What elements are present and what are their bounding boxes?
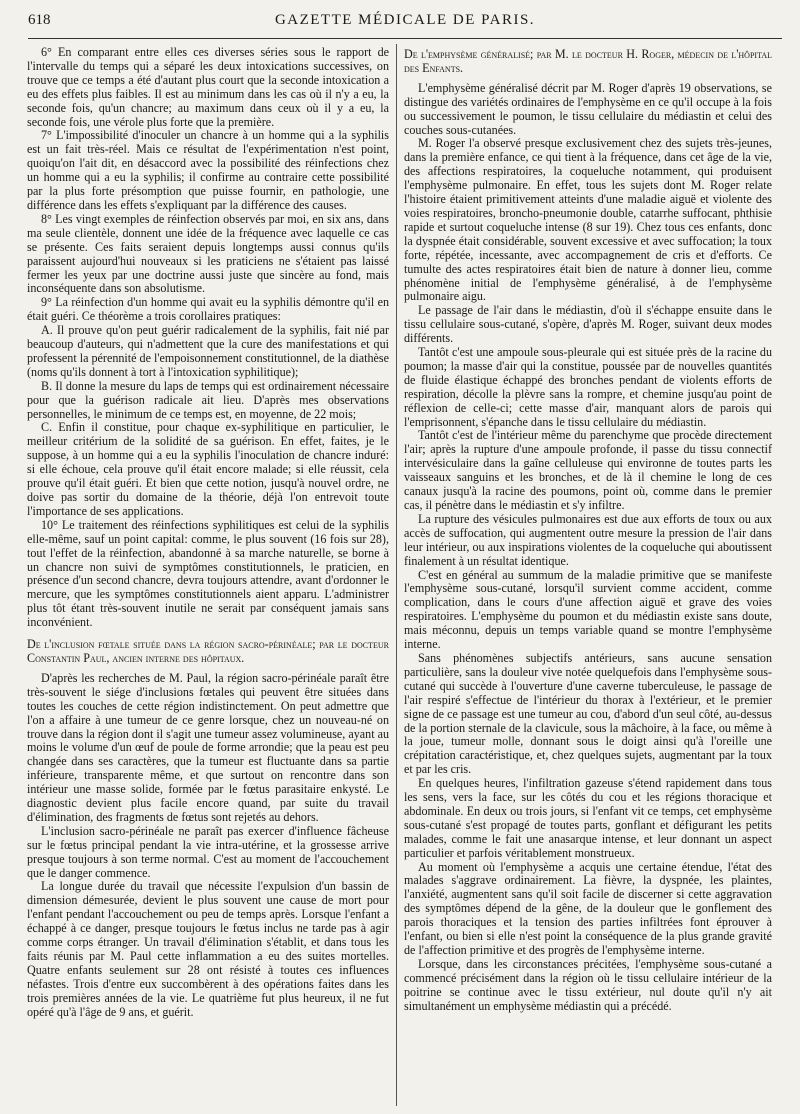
paragraph: D'après les recherches de M. Paul, la région sacro-périnéale paraît être très-souvent le siége d'inclusions fœtales qui peuvent être situées dans toutes les couches de cette région indistinctement. On peut admettre que l'on a affaire à une tumeur de ce genre lorsque, chez un nouveau-né on trouve dans la région dont il s'agit une tumeur assez volumineuse, ayant au moins le volume d'un œuf de poule de forme arrondie; que la peau est peu changée dans ses caractères, que la tumeur est fluctuante dans sa partie inférieure, transparente même, et que surtout on rencontre dans son intérieur une masse solide, formée par le fœtus parasitaire enkysté. Le diagnostic devient plus facile encore quand, par suite du travail d'élimination, des fragments de fœtus sont rejetés au dehors. xyxy=(27,670,389,824)
paragraph: C. Enfin il constitue, pour chaque ex-syphilitique en particulier, le meilleur critérium de la solidité de sa guérison. En effet, faites, je le suppose, à un homme qui a eu la syphilis l'inoculation de chancre induré: si elle échoue, cela prouve qu'il était encore malade; si elle réussit, cela prouve qu'il était guéri. Et bien que cette notion, jusqu'à nouvel ordre, ne doive pas sortir du domaine de la théorie, déjà l'on entrevoit toute l'importance de ses applications. xyxy=(27,420,389,518)
paragraph: 6° En comparant entre elles ces diverses séries sous le rapport de l'intervalle du temps qui a séparé les deux intoxications successives, on trouve que ce temps a été d'autant plus court que la seconde intoxication a eu des effets plus faibles. Il est au minimum dans les cas où il n'y a eu, la seconde fois, qu'un chancre; au maximum dans ceux où il y a eu, la seconde fois, une vérole plus forte que la première. xyxy=(27,45,389,129)
paragraph: M. Roger l'a observé presque exclusivement chez des sujets très-jeunes, dans la première enfance, ce qui tient à la fréquence, dans cet âge de la vie, des affections respiratoires, la coqueluche notamment, qui produisent l'emphysème pulmonaire. En effet, tous les sujets dont M. Roger relate l'histoire étaient primitivement atteints d'une maladie aiguë et violente des voies respiratoires, broncho-pneumonie double, catarrhe suffocant, phthisie rapide et surtout coqueluche intense (8 sur 19). Chez tous ces enfants, donc la dyspnée était considérable, souvent excessive et avec suffocation; la toux forte, répétée, incessante, avec accompagnement de cris et d'efforts. Ce tumulte des actes respiratoires était bien de nature à donner lieu, comme phénomène initial de l'emphysème généralisé, à de l'emphysème pulmonaire aigu. xyxy=(404,136,772,304)
page-header xyxy=(28,10,782,39)
paragraph: 8° Les vingt exemples de réinfection observés par moi, en six ans, dans ma seule clientèle, donnent une idée de la fréquence avec laquelle ce cas se présente. Ces faits seraient depuis longtemps aussi connus qu'ils paraissent aujourd'hui nouveaux si les praticiens ne s'étaient pas laissé fermer les yeux par une doctrine aussi juste que sincère au fond, mais inconséquente dans son absolutisme. xyxy=(27,211,389,296)
paragraph: C'est en général au summum de la maladie primitive que se manifeste l'emphysème sous-cutané, lorsqu'il survient comme accident, comme complication, dans le cours d'une affection aiguë et grave des voies respiratoires. L'emphysème du poumon et du médiastin existe sans doute, mais méconnu, depuis un temps variable quand se montre l'emphysème interne. xyxy=(404,567,772,652)
paragraph: La longue durée du travail que nécessite l'expulsion d'un bassin de dimension démesurée, devient le plus souvent une cause de mort pour l'enfant pendant l'accouchement ou peu de temps après. Lorsque l'enfant a échappé à ce danger, presque toujours le fœtus inclus ne tarde pas à agir comme corps étranger. Un travail d'élimination s'établit, et dans tous les faits réunis par M. Paul cette inflammation a eu des suites mortelles. Quatre enfants seulement sur 28 ont résisté à toutes ces influences néfastes. Trois d'entre eux succombèrent à des opérations faites dans les trois premières années de la vie. Le quatrième fut plus heureux, il ne fut opéré qu'à l'âge de 9 ans, et guérit. xyxy=(27,879,389,1019)
paragraph: La rupture des vésicules pulmonaires est due aux efforts de toux ou aux accès de suffocation, qui augmentent outre mesure la pression de l'air dans leur intérieur, ou aux inspirations violentes de la coqueluche qui aboutissent finalement à un résultat identique. xyxy=(404,511,772,568)
paragraph: B. Il donne la mesure du laps de temps qui est ordinairement nécessaire pour que la guérison radicale ait lieu. D'après mes observations personnelles, le minimum de ce temps est, en moyenne, de 22 mois; xyxy=(27,378,389,421)
paragraph: En quelques heures, l'infiltration gazeuse s'étend rapidement dans tous les sens, vers la face, sur les côtés du cou et les régions thoracique et abdominale. En deux ou trois jours, si l'enfant vit ce temps, cet emphysème sous-cutané s'est propagé de toutes parts, gonflant et défigurant les petits malades, comme le fait une anasarque intense, et leur donnant un aspect particulier et parfois véritablement monstrueux. xyxy=(404,776,772,860)
paragraph: Le passage de l'air dans le médiastin, d'où il s'échappe ensuite dans le tissu cellulaire sous-cutané, s'opère, d'après M. Roger, suivant deux modes différents. xyxy=(404,303,772,346)
paragraph: Au moment où l'emphysème a acquis une certaine étendue, l'état des malades s'aggrave ordinairement. La fièvre, la dyspnée, les plaintes, l'anxiété, augmentent sans qu'il soit facile de discerner si cette aggravation des symptômes dépend de la gêne, de la douleur que le gonflement des parois thoraciques et la tension des parties infiltrées font éprouver à l'enfant, ou bien si elle n'est point la conséquence de la plus grande gravité de l'affection primitive et des progrès de l'emphysème interne. xyxy=(404,859,772,957)
left-column xyxy=(27,46,389,1020)
paragraph: Sans phénomènes subjectifs antérieurs, sans aucune sensation particulière, sans la douleur vive notée quelquefois dans l'emphysème sous-cutané qui succède à l'ouverture d'une caverne tuberculeuse, le passage de l'air respiré s'effectue de l'intérieur du thorax à l'extérieur, et le premier signe de ce passage est une tumeur au cou, d'abord d'un seul côté, au-dessus de la portion sternale de la clavicule, sous la mâchoire, à la face, ou même à la joue, tumeur molle, donnant sous le doigt ainsi qu'à l'oreille une crépitation caractéristique, et, chez quelques sujets, augmentant par la toux et par les cris. xyxy=(404,650,772,777)
section-title-inclusion: De l'inclusion fœtale située dans la région sacro-périnéale; par le docteur Constantin Paul, ancien interne des hôpitaux. xyxy=(27,637,389,665)
paragraph: 10° Le traitement des réinfections syphilitiques est celui de la syphilis elle-même, sauf un point capital: comme, le plus souvent (16 fois sur 28), tout l'effet de la réinfection, abandonné à sa marche naturelle, se borne à un chancre non suivi de symptômes constitutionnels, le praticien, en présence d'un second chancre, devra toujours attendre, avant d'ordonner le mercure, que les symptômes constitutionnels aient apparu. L'administrer plus tôt étant très-souvent inutile ne serait par conséquent jamais sans inconvénient. xyxy=(27,517,389,630)
right-column xyxy=(404,46,772,1014)
column-divider xyxy=(396,44,397,1106)
journal-title: GAZETTE MÉDICALE DE PARIS. xyxy=(274,12,536,28)
paragraph: 9° La réinfection d'un homme qui avait eu la syphilis démontre qu'il en était guéri. Ce théorème a trois corollaires pratiques: xyxy=(27,295,389,324)
paragraph: 7° L'impossibilité d'inoculer un chancre à un homme qui a la syphilis est un fait très-réel. Mais ce résultat de l'expérimentation n'est point, quoiqu'on l'ait dit, en désaccord avec la possibilité des réinfections chez un homme qui a eu la syphilis; il confirme au contraire cette possibilité par la plus forte présomption que puisse fournir, en pathologie, une différence dans les effets s'expliquant par la différence des causes. xyxy=(27,128,389,212)
section-title-emphyseme: De l'emphysème généralisé; par M. le docteur H. Roger, médecin de l'hôpital des Enfants. xyxy=(404,47,772,75)
paragraph: L'inclusion sacro-périnéale ne paraît pas exercer d'influence fâcheuse sur le fœtus principal pendant la vie intra-utérine, et la grossesse arrive presque toujours à son terme normal. C'est au moment de l'accouchement que le danger commence. xyxy=(27,823,389,880)
paragraph: A. Il prouve qu'on peut guérir radicalement de la syphilis, fait nié par beaucoup d'auteurs, qui n'admettent que la cure des manifestations et qui professent la pérennité de l'empoisonnement constitutionnel, de la diathèse (noms qu'ils donnent à tort à l'intoxication syphilitique); xyxy=(27,323,389,379)
page-number: 618 xyxy=(28,12,51,28)
paragraph: Tantôt c'est de l'intérieur même du parenchyme que procède directement l'air; après la rupture d'une ampoule profonde, il passe du tissu connectif intervésiculaire dans la gaîne celluleuse qui environne de toutes parts les vaisseaux sanguins et les bronches, et de là il chemine le long de ces canaux jusqu'à la racine des poumons, point où, comme dans le premier cas, il pénètre dans le médiastin et s'y infiltre. xyxy=(404,428,772,512)
paragraph: L'emphysème généralisé décrit par M. Roger d'après 19 observations, se distingue des variétés ordinaires de l'emphysème en ce qu'il occupe à la fois ou successivement le poumon, le tissu cellulaire du médiastin et celui des couches sous-cutanées. xyxy=(404,80,772,137)
paragraph: Tantôt c'est une ampoule sous-pleurale qui est située près de la racine du poumon; la masse d'air qui la constitue, poussée par de nouvelles quantités de fluide élastique échappé des bronches pendant de violents efforts de respiration, décolle la plèvre sans la rompre, et chemine jusqu'au point de réflexion de celle-ci; cette masse d'air, manquant alors de parois qui l'emprisonnent, s'épanche dans le tissu cellulaire du médiastin. xyxy=(404,345,772,429)
paragraph: Lorsque, dans les circonstances précitées, l'emphysème sous-cutané a commencé précisément dans la région où le tissu cellulaire intérieur de la poitrine se continue avec le tissu extérieur, nul doute qu'il n'y ait simultanément un emphysème médiastin qui a précédé. xyxy=(404,956,772,1013)
